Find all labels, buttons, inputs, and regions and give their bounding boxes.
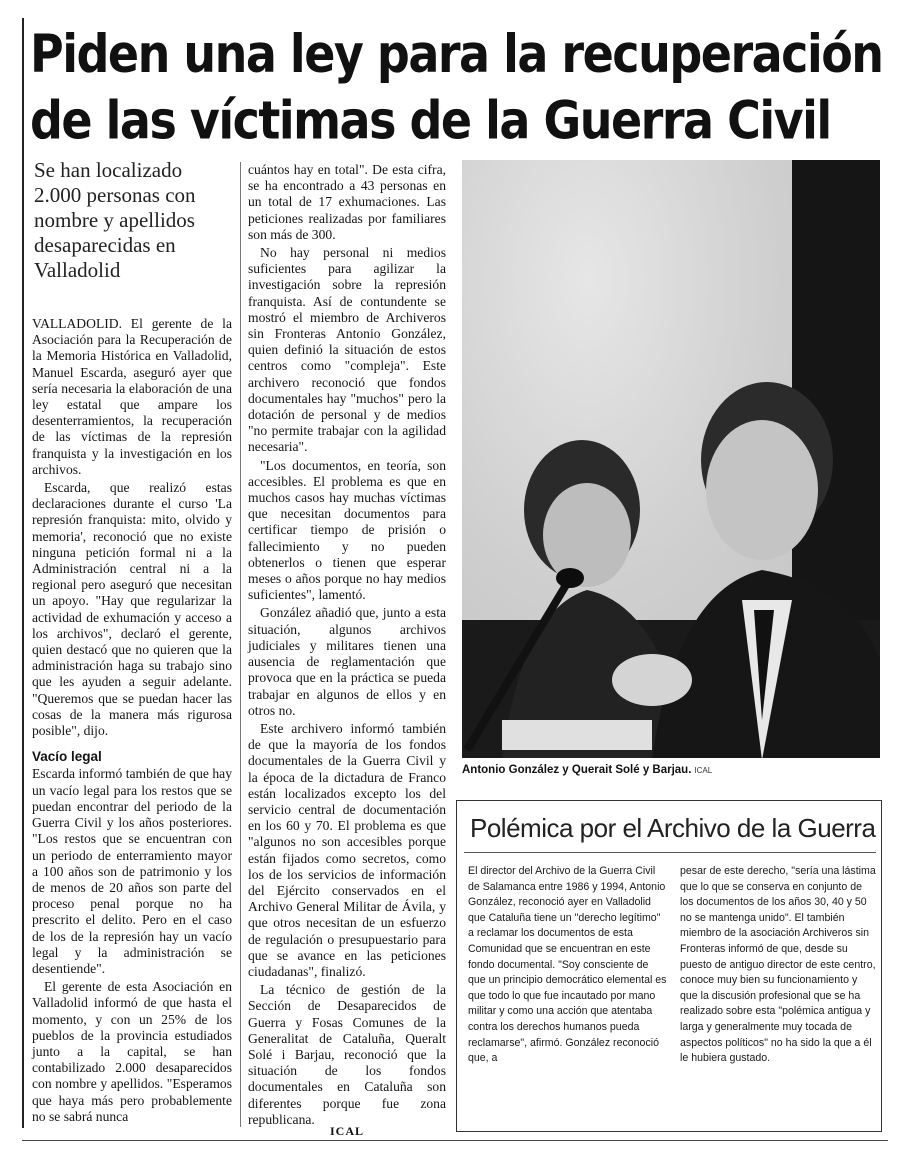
caption-text: Antonio González y Querait Solé y Barjau.: [462, 764, 692, 776]
headline-line-1: Piden una ley para la recuperación: [30, 22, 883, 85]
paragraph: El gerente de esta Asociación en Valladolid informó de que hasta el momento, y con un 25% de los pueblos de la provincia estudiados junto a la capital, se han contabilizado 2.000 desaparecidos con nombre y apellidos. "Esperamos que haya más pero probablemente no se sabrá nunca: [32, 979, 232, 1124]
news-photo: [462, 160, 880, 758]
sidebar-column-1: El director del Archivo de la Guerra Civil de Salamanca entre 1986 y 1994, Antonio González, reconoció ayer en Valladolid que Cataluña tiene un "derecho legítimo" a reclamar los documentos de esta Comunidad que se encuentran en este fondo documental. "Soy consciente de que un principio democrático elemental es que todo lo que fue incautado por mano militar y como una acción que atentaba contra los derechos humanos pueda reclamarse", afirmó. González reconoció que, a: [468, 865, 667, 1065]
article-column-2: [248, 162, 446, 1130]
column-divider: [240, 162, 241, 1127]
paragraph: Este archivero informó también de que la mayoría de los fondos documentales de la Guerra Civil y la época de la dictadura de Franco están localizados excepto los del servicio central de documentación en los 60 y 70. El problema es que "algunos no son accesibles porque están fijados como secretos, como los de los servicios de información del Ejército conservados en el Archivo General Militar de Ávila, y que otros necesitan de un esfuerzo de regulación o presupuestario para que se avance en las peticiones ciudadanas", finalizó.: [248, 720, 446, 979]
photo-illustration: [462, 160, 880, 758]
paragraph: "Los documentos, en teoría, son accesibles. El problema es que en muchos casos hay muchas víctimas que necesitan documentos para certificar tiempo de prisión o fallecimiento y no pueden obtenerlos o tienen que esperar meses o años porque no hay medios suficientes", lamentó.: [248, 457, 446, 603]
paragraph: González añadió que, junto a esta situación, algunos archivos judiciales y militares tienen una ausencia de reglamentación que provoca que en la práctica se pueda trabajar en algunos de ellos y en otros no.: [248, 605, 446, 718]
byline-signature: ICAL: [329, 1124, 364, 1138]
paragraph: No hay personal ni medios suficientes para agilizar la investigación sobre la represión franquista. Así de contundente se mostró el miembro de Archiveros sin Fronteras Antonio González, quien definió la situación de estos centros como "compleja". Este archivero reconoció que fondos documentales hay "muchos" pero la dotación de personal y de medios "no permite trabajar con la agilidad necesaria".: [248, 245, 446, 455]
sidebar-title-rule: [464, 852, 876, 853]
paragraph: Escarda informó también de que hay un vacío legal para los restos que se puedan encontrar del periodo de la Guerra Civil y los años posteriores. "Los restos que se encuentran con un periodo de enterramiento mayor a 100 años son de patrimonio y los de menos de 20 años son parte del proceso penal porque no ha prescrito el delito. Pero en el caso de los de la represión hay un vacío legal y la administración se desentiende".: [32, 766, 232, 976]
paragraph: La técnico de gestión de la Sección de Desaparecidos de Guerra y Fosas Comunes de la Generalitat de Cataluña, Queralt Solé i Barjau, reconoció que la situación de los fondos documentales en Cataluña son diferentes porque fue zona republicana.: [248, 982, 446, 1127]
headline: [30, 20, 890, 153]
section-subhead: Vacío legal: [32, 749, 102, 765]
article-column-1: [32, 316, 232, 1127]
sidebar-column-2: pesar de este derecho, "sería una lástima que lo que se conserva en conjunto de los documentos de los años 30, 40 y 50 no se mantenga unido". El también miembro de la asociación Archiveros sin Fronteras informó de que, desde su puesto de antiguo director de este centro, conoce muy bien su funcionamiento y que la discusión profesional que se ha realizado sobre esta "polémica antigua y larga y generalmente muy tocada de aspectos políticos" no ha sido la que a él le hubiera gustado.: [680, 865, 876, 1065]
paragraph: cuántos hay en total". De esta cifra, se ha encontrado a 43 personas en un total de 17 exhumaciones. Las peticiones realizadas por familiares son más de 300.: [248, 162, 446, 242]
left-margin-rule: [22, 18, 24, 1128]
bottom-page-rule: [22, 1140, 888, 1141]
sidebar-title: Polémica por el Archivo de la Guerra: [470, 813, 876, 843]
paragraph: VALLADOLID. El gerente de la Asociación para la Recuperación de la Memoria Histórica en Valladolid, Manuel Escarda, aseguró ayer que sería necesaria la elaboración de una ley estatal que ampare los desenterramientos, la recuperación de las víctimas de la represión franquista y la investigación en los archivos.: [32, 316, 232, 477]
photo-credit: ICAL: [694, 766, 713, 775]
deck-subtitle: Se han localizado 2.000 personas con nombre y apellidos desaparecidas en Valladolid: [34, 158, 196, 282]
headline-line-2: de las víctimas de la Guerra Civil: [30, 89, 831, 152]
paragraph: Escarda, que realizó estas declaraciones durante el curso 'La represión franquista: mito, olvido y memoria', reconoció que no existe ninguna petición formal ni a la Administración central ni a la regional pero aseguró que necesitan un apoyo. "Hay que regularizar la actividad de exhumación y acceso a los archivos", declaró el gerente, quien destacó que no quieren que la administración haga su trabajo sino que les ayuden a seguir adelante. "Queremos que se puedan hacer las cosas de la manera más rigurosa posible", dijo.: [32, 480, 232, 739]
photo-caption: [462, 764, 882, 776]
